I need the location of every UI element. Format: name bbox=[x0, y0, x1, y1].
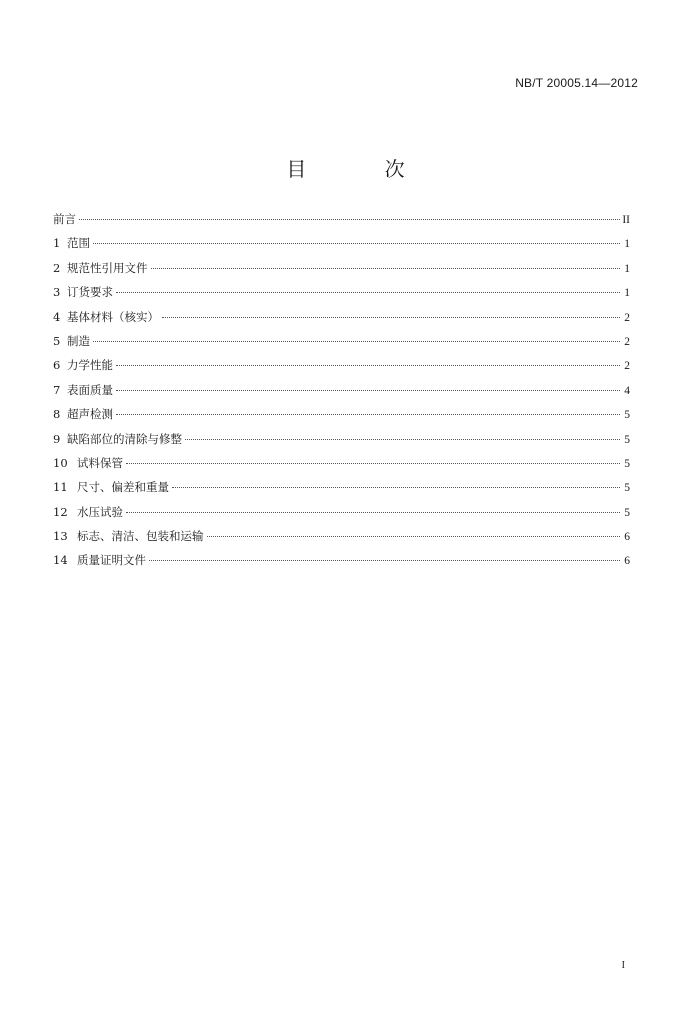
toc-entry-label: 制造 bbox=[67, 333, 90, 348]
toc-entry-page: 2 bbox=[624, 360, 630, 373]
toc-entry-page: 5 bbox=[624, 433, 630, 446]
toc-entry-label: 规范性引用文件 bbox=[67, 260, 148, 275]
toc-entry-number: 8 bbox=[53, 407, 61, 422]
toc-entry-label: 表面质量 bbox=[67, 382, 113, 397]
toc-leader bbox=[126, 512, 620, 513]
toc-entry-label: 力学性能 bbox=[67, 358, 113, 373]
toc-entry-page: 1 bbox=[624, 287, 630, 300]
toc-leader bbox=[116, 414, 620, 415]
toc-leader bbox=[126, 463, 620, 464]
toc-leader bbox=[162, 317, 620, 318]
toc-entry-page: 6 bbox=[624, 555, 630, 568]
toc-entry bbox=[53, 333, 630, 357]
toc-entry-label: 超声检测 bbox=[67, 407, 113, 422]
toc-entry bbox=[53, 309, 630, 333]
toc-entry bbox=[53, 455, 630, 479]
toc-leader bbox=[185, 439, 620, 440]
page-number: I bbox=[621, 960, 625, 971]
toc-entry-number: 3 bbox=[53, 285, 61, 300]
toc-entry-number: 7 bbox=[53, 382, 61, 397]
toc-leader bbox=[172, 487, 620, 488]
toc-entry bbox=[53, 235, 630, 259]
toc-entry bbox=[53, 406, 630, 430]
toc-entry-label: 缺陷部位的清除与修整 bbox=[67, 431, 182, 446]
toc-entry bbox=[53, 284, 630, 308]
toc-entry-label: 订货要求 bbox=[67, 285, 113, 300]
toc-leader bbox=[116, 365, 620, 366]
toc-entry-number: 4 bbox=[53, 309, 61, 324]
toc-entry bbox=[53, 431, 630, 455]
toc-entry-page: 2 bbox=[624, 335, 630, 348]
toc-entry bbox=[53, 504, 630, 528]
toc-entry-label: 试料保管 bbox=[77, 455, 123, 470]
toc-entry-page: 5 bbox=[624, 409, 630, 422]
toc-entry-label: 质量证明文件 bbox=[77, 553, 146, 568]
toc-entry-label: 前言 bbox=[53, 212, 76, 226]
toc-entry-page: 4 bbox=[624, 384, 630, 397]
toc-entry-label: 范围 bbox=[67, 236, 90, 251]
toc-entry bbox=[53, 357, 630, 381]
toc-entry bbox=[53, 552, 630, 576]
page-title: 目 次 bbox=[286, 157, 441, 181]
toc-entry-label: 标志、清洁、包装和运输 bbox=[77, 529, 204, 544]
toc-entry-page: 1 bbox=[624, 238, 630, 251]
table-of-contents bbox=[53, 211, 630, 577]
toc-leader bbox=[116, 292, 620, 293]
toc-entry bbox=[53, 382, 630, 406]
toc-entry-page: 5 bbox=[624, 457, 630, 470]
toc-entry-number: 6 bbox=[53, 358, 61, 373]
toc-entry-page: 5 bbox=[624, 482, 630, 495]
toc-entry-number: 13 bbox=[53, 529, 68, 544]
toc-entry-page: 1 bbox=[624, 262, 630, 275]
toc-leader bbox=[116, 390, 620, 391]
toc-entry bbox=[53, 211, 630, 235]
toc-entry-number: 5 bbox=[53, 333, 61, 348]
toc-entry-page: 5 bbox=[624, 506, 630, 519]
toc-entry-page: II bbox=[622, 214, 630, 226]
toc-entry bbox=[53, 260, 630, 284]
toc-entry-page: 6 bbox=[624, 531, 630, 544]
standard-code: NB/T 20005.14—2012 bbox=[515, 76, 638, 90]
toc-entry bbox=[53, 528, 630, 552]
toc-entry-number: 12 bbox=[53, 504, 68, 519]
toc-leader bbox=[149, 560, 620, 561]
toc-leader bbox=[151, 268, 621, 269]
toc-entry-number: 10 bbox=[53, 455, 68, 470]
toc-entry-number: 1 bbox=[53, 236, 61, 251]
toc-entry-label: 水压试验 bbox=[77, 504, 123, 519]
toc-entry-page: 2 bbox=[624, 311, 630, 324]
toc-entry-number: 14 bbox=[53, 553, 68, 568]
toc-entry-number: 2 bbox=[53, 260, 61, 275]
toc-leader bbox=[93, 243, 620, 244]
toc-entry bbox=[53, 479, 630, 503]
toc-entry-label: 尺寸、偏差和重量 bbox=[77, 480, 169, 495]
toc-entry-label: 基体材料（核实） bbox=[67, 309, 159, 324]
toc-leader bbox=[207, 536, 621, 537]
toc-leader bbox=[93, 341, 620, 342]
toc-leader bbox=[79, 219, 620, 220]
toc-entry-number: 11 bbox=[53, 480, 68, 495]
toc-entry-number: 9 bbox=[53, 431, 61, 446]
